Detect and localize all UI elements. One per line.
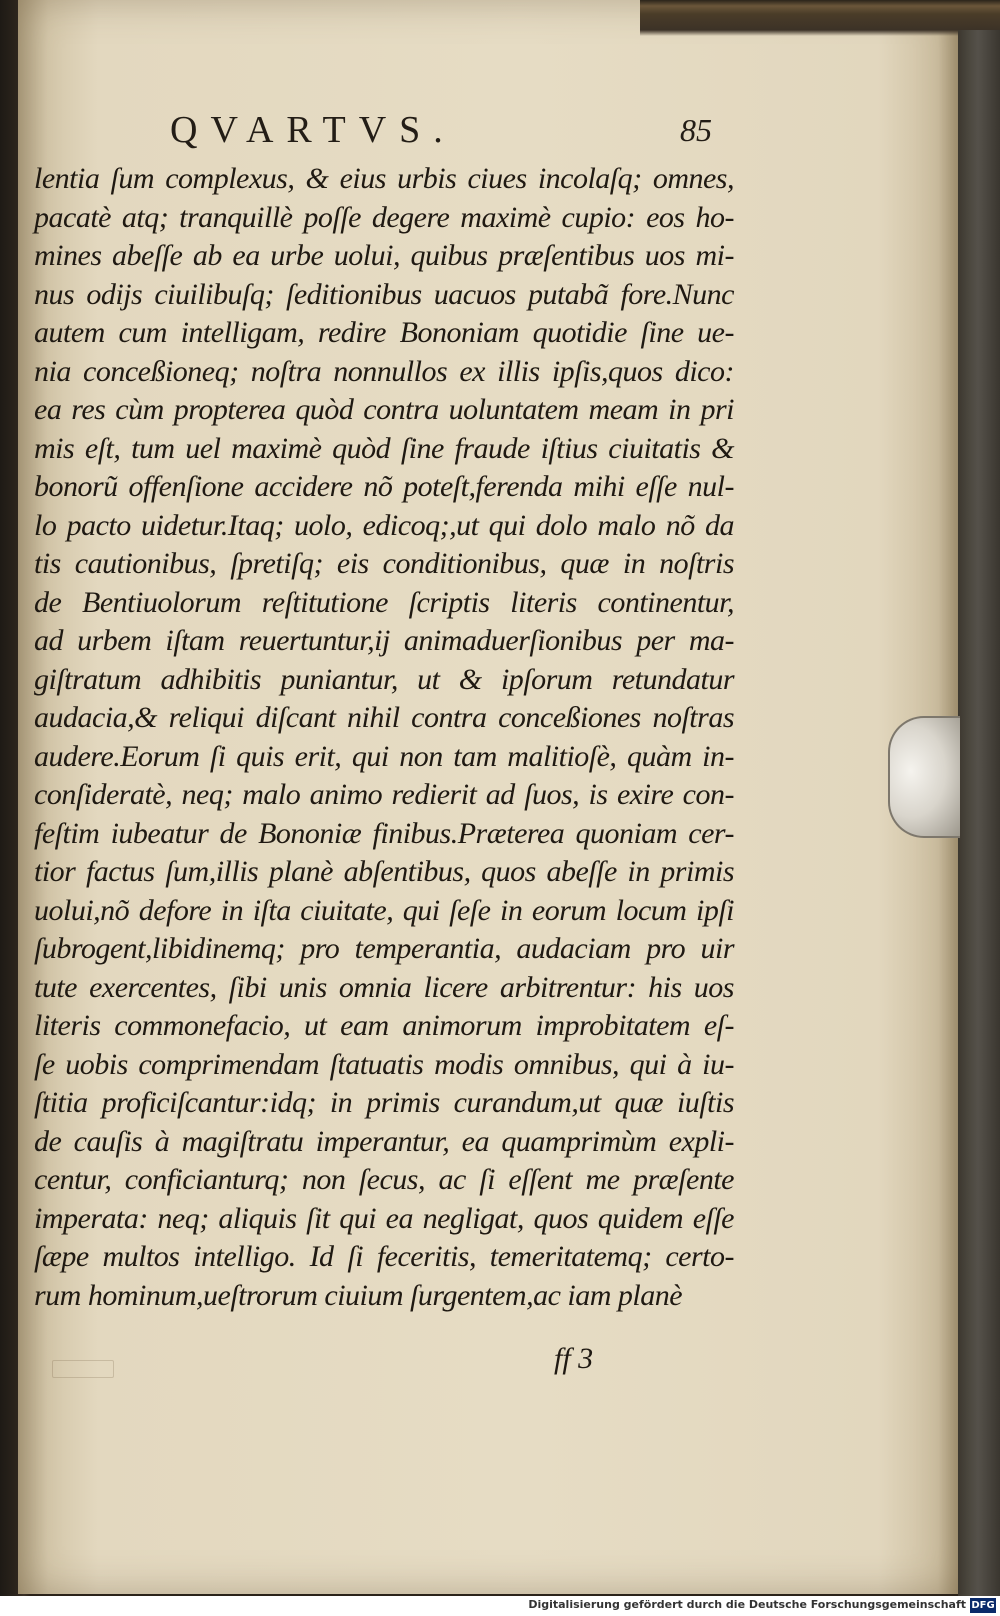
faint-stamp-mark [52, 1360, 114, 1378]
text-line: tute exercentes, ſibi unis omnia licere arbitrentur: his uos [34, 970, 734, 1004]
text-line: ad urbem iſtam reuertuntur,ij animaduerſionibus per ma- [34, 624, 734, 657]
text-line: ſubrogent,libidinemq; pro temperantia, audaciam pro uir [34, 932, 734, 965]
footer-bar [0, 1596, 1000, 1616]
text-line: ſtitia proficiſcantur:idq; in primis curandum,ut quæ iuſtis [34, 1086, 734, 1119]
running-title: QVARTVS. [170, 109, 456, 151]
text-line: audacia,& reliqui diſcant nihil contra conceßiones noſtras [34, 701, 734, 734]
text-line: ſe uobis comprimendam ſtatuatis modis omnibus, qui à iu- [34, 1047, 734, 1081]
footer-credit: Digitalisierung gefördert durch die Deutsche Forschungsgemeinschaft [528, 1598, 966, 1611]
text-line: lo pacto uidetur.Itaq; uolo, edicoq;,ut qui dolo malo nõ da [34, 508, 734, 542]
text-line: literis commonefacio, ut eam animorum improbitatem eſ- [34, 1009, 734, 1042]
text-line: imperata: neq; aliquis ſit qui ea negligat, quos quidem eſſe [34, 1201, 734, 1235]
text-line: de cauſis à magiſtratu imperantur, ea quamprimùm expli- [34, 1124, 734, 1158]
text-line: conſideratè, neq; malo animo redierit ad ſuos, is exire con- [34, 778, 734, 811]
text-line: feſtim iubeatur de Bononiæ finibus.Præterea quoniam cer- [34, 816, 734, 850]
text-line: ea res cùm propterea quòd contra uoluntatem meam in pri [34, 393, 734, 426]
text-line: nus odijs ciuilibuſq; ſeditionibus uacuos putabã fore.Nunc [34, 277, 734, 311]
dfg-logo-icon: DFG [971, 1600, 995, 1611]
book-fore-edge [958, 30, 1000, 1596]
text-line: tior factus ſum,illis planè abſentibus, quos abeſſe in primis [34, 855, 734, 888]
text-line: bonorũ offenſione accidere nõ poteſt,ferenda mihi eſſe nul- [34, 470, 734, 503]
text-line: giſtratum adhibitis puniantur, ut & ipſorum retundatur [34, 662, 734, 696]
page-number: 85 [680, 112, 712, 148]
book-top-edge [640, 0, 1000, 36]
text-line: centur, conficianturq; non ſecus, ac ſi eſſent me præſente [34, 1163, 734, 1196]
text-line: de Bentiuolorum reſtitutione ſcriptis literis continentur, [34, 585, 734, 619]
text-line: lentia ſum complexus, & eius urbis ciues incolaſq; omnes, [34, 162, 734, 195]
text-line: pacatè atq; tranquillè poſſe degere maximè cupio: eos ho- [34, 200, 734, 234]
text-line: mines abeſſe ab ea urbe uolui, quibus præſentibus uos mi- [34, 239, 734, 272]
text-line: audere.Eorum ſi quis erit, qui non tam malitioſè, quàm in- [34, 739, 734, 773]
text-line: ſæpe multos intelligo. Id ſi feceritis, temeritatemq; certo- [34, 1240, 734, 1273]
body-text [34, 160, 734, 1315]
text-line: mis eſt, tum uel maximè quòd ſine fraude iſtius ciuitatis & [34, 431, 734, 465]
signature-mark: ff 3 [554, 1342, 594, 1375]
text-line: autem cum intelligam, redire Bononiam quotidie ſine ue- [34, 316, 734, 349]
book-clasp [888, 716, 960, 838]
text-line: tis cautionibus, ſpretiſq; eis conditionibus, quæ in noſtris [34, 547, 734, 580]
text-line: uolui,nõ defore in iſta ciuitate, qui ſeſe in eorum locum ipſi [34, 893, 734, 927]
text-line: rum hominum,ueſtrorum ciuium ſurgentem,ac iam planè [34, 1278, 683, 1312]
text-line: nia conceßioneq; noſtra nonnullos ex illis ipſis,quos dico: [34, 354, 734, 388]
